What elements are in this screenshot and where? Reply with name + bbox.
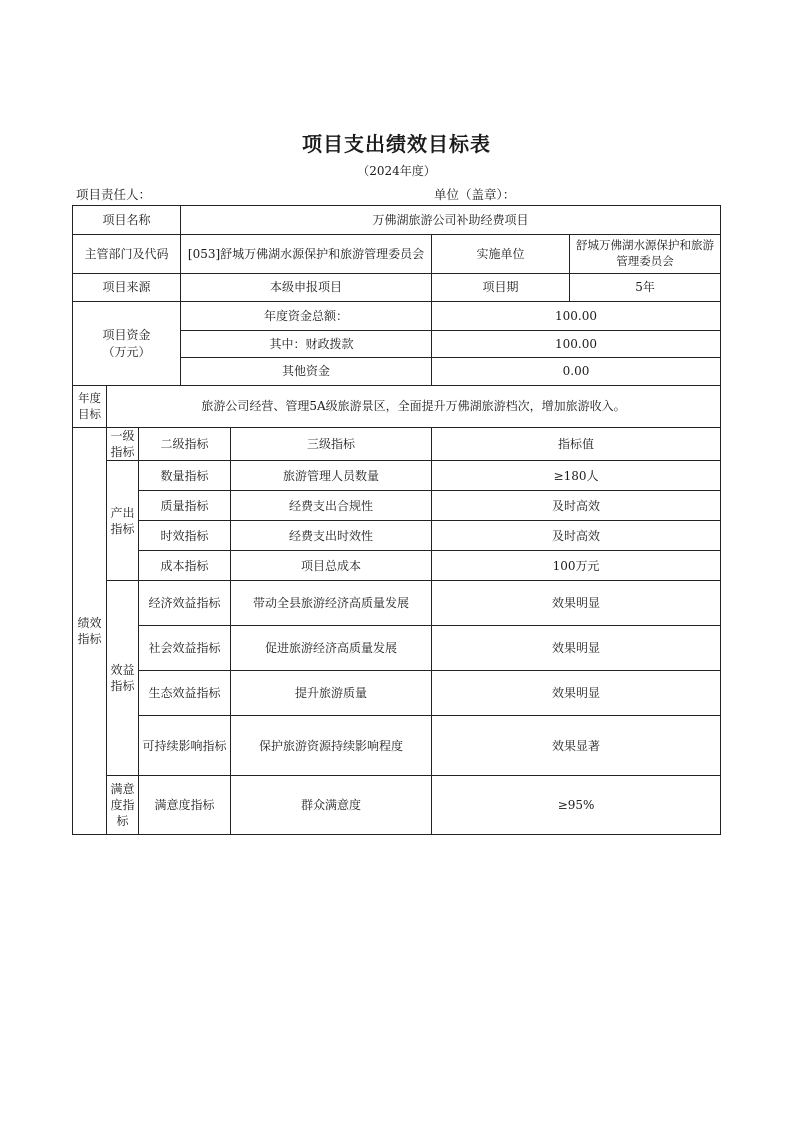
row-headers bbox=[73, 428, 721, 461]
funds-unit: （万元） bbox=[102, 344, 151, 359]
table-row bbox=[73, 521, 721, 551]
dept-label: 主管部门及代码 bbox=[73, 235, 181, 274]
l3-cell: 经费支出时效性 bbox=[231, 521, 432, 551]
row-department bbox=[73, 235, 721, 274]
header-level2: 二级指标 bbox=[139, 428, 231, 461]
table-row bbox=[73, 551, 721, 581]
source-label: 项目来源 bbox=[73, 274, 181, 302]
l3-cell: 带动全县旅游经济高质量发展 bbox=[231, 581, 432, 626]
value-cell: 效果显著 bbox=[432, 716, 721, 776]
fiscal-label: 其中：财政拨款 bbox=[181, 331, 432, 358]
performance-table bbox=[72, 205, 721, 835]
l2-cell: 数量指标 bbox=[139, 461, 231, 491]
l2-cell: 时效指标 bbox=[139, 521, 231, 551]
l3-cell: 促进旅游经济高质量发展 bbox=[231, 626, 432, 671]
value-cell: ≥95% bbox=[432, 776, 721, 835]
unit-label: 单位（盖章）： bbox=[434, 187, 516, 202]
row-annual-total bbox=[73, 302, 721, 331]
row-source bbox=[73, 274, 721, 302]
period-value: 5年 bbox=[570, 274, 721, 302]
l2-cell: 成本指标 bbox=[139, 551, 231, 581]
l2-cell: 经济效益指标 bbox=[139, 581, 231, 626]
table-row bbox=[73, 491, 721, 521]
l2-cell: 生态效益指标 bbox=[139, 671, 231, 716]
table-row bbox=[73, 671, 721, 716]
annual-goal-value: 旅游公司经营、管理5A级旅游景区，全面提升万佛湖旅游档次，增加旅游收入。 bbox=[107, 386, 721, 428]
l3-cell: 经费支出合规性 bbox=[231, 491, 432, 521]
value-cell: 效果明显 bbox=[432, 671, 721, 716]
table-row bbox=[73, 626, 721, 671]
output-label: 产出指标 bbox=[107, 461, 139, 581]
row-project-name bbox=[73, 206, 721, 235]
source-value: 本级申报项目 bbox=[181, 274, 432, 302]
annual-total-label: 年度资金总额： bbox=[181, 302, 432, 331]
dept-value: [053]舒城万佛湖水源保护和旅游管理委员会 bbox=[181, 235, 432, 274]
value-cell: 100万元 bbox=[432, 551, 721, 581]
period-label: 项目期 bbox=[432, 274, 570, 302]
row-annual-goal bbox=[73, 386, 721, 428]
annual-goal-label: 年度目标 bbox=[73, 386, 107, 428]
funds-label: 项目资金 bbox=[102, 328, 151, 343]
satisfaction-label: 满意度指标 bbox=[107, 776, 139, 835]
other-label: 其他资金 bbox=[181, 358, 432, 386]
perf-label: 绩效指标 bbox=[73, 428, 107, 835]
table-row bbox=[73, 581, 721, 626]
year-label: （2024年度） bbox=[357, 164, 436, 178]
value-cell: 及时高效 bbox=[432, 521, 721, 551]
l2-cell: 可持续影响指标 bbox=[139, 716, 231, 776]
l2-cell: 质量指标 bbox=[139, 491, 231, 521]
l3-cell: 项目总成本 bbox=[231, 551, 432, 581]
value-cell: 效果明显 bbox=[432, 581, 721, 626]
page-title: 项目支出绩效目标表 bbox=[302, 132, 491, 156]
table-row bbox=[73, 776, 721, 835]
fiscal-value: 100.00 bbox=[432, 331, 721, 358]
responsible-label: 项目责任人： bbox=[76, 187, 152, 202]
impl-label: 实施单位 bbox=[432, 235, 570, 274]
l3-cell: 旅游管理人员数量 bbox=[231, 461, 432, 491]
benefit-label: 效益指标 bbox=[107, 581, 139, 776]
l2-cell: 满意度指标 bbox=[139, 776, 231, 835]
other-value: 0.00 bbox=[432, 358, 721, 386]
value-cell: 及时高效 bbox=[432, 491, 721, 521]
annual-total-value: 100.00 bbox=[432, 302, 721, 331]
table-row bbox=[73, 461, 721, 491]
value-cell: 效果明显 bbox=[432, 626, 721, 671]
value-cell: ≥180人 bbox=[432, 461, 721, 491]
l3-cell: 提升旅游质量 bbox=[231, 671, 432, 716]
header-level3: 三级指标 bbox=[231, 428, 432, 461]
l3-cell: 保护旅游资源持续影响程度 bbox=[231, 716, 432, 776]
header-value: 指标值 bbox=[432, 428, 721, 461]
impl-value: 舒城万佛湖水源保护和旅游管理委员会 bbox=[570, 235, 721, 274]
funds-label-cell bbox=[73, 302, 181, 386]
project-name-value: 万佛湖旅游公司补助经费项目 bbox=[181, 206, 721, 235]
header-level1: 一级指标 bbox=[107, 428, 139, 461]
project-name-label: 项目名称 bbox=[73, 206, 181, 235]
l2-cell: 社会效益指标 bbox=[139, 626, 231, 671]
l3-cell: 群众满意度 bbox=[231, 776, 432, 835]
table-row bbox=[73, 716, 721, 776]
